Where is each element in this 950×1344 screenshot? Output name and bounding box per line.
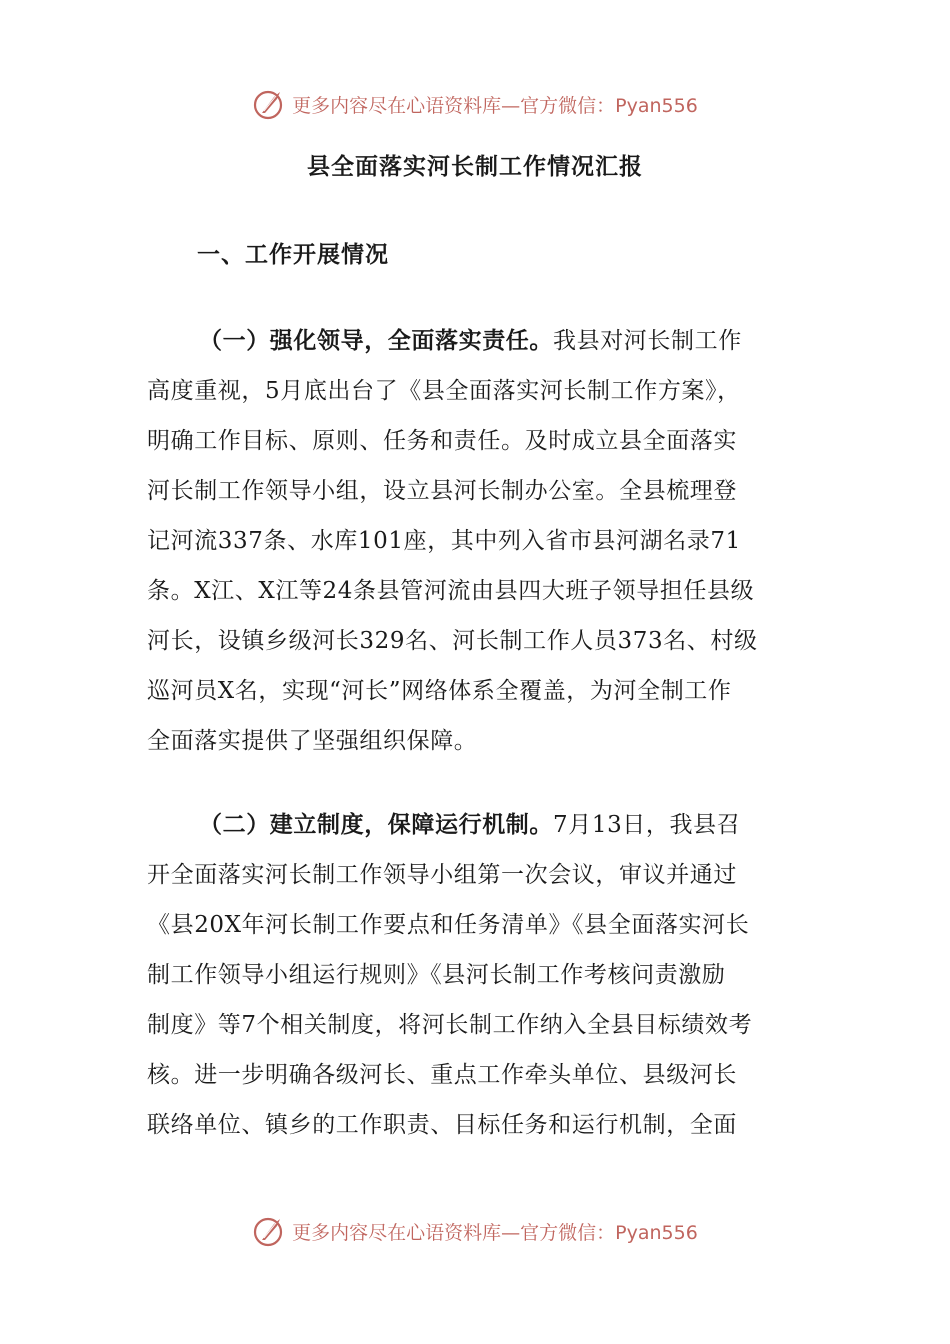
section-heading: 一、工作开展情况: [197, 241, 389, 268]
paragraph-line: 河长，设镇乡级河长329名、河长制工作人员373名、村级: [147, 628, 758, 654]
paragraph-line: 记河流337条、水库101座，其中列入省市县河湖名录71: [147, 528, 741, 554]
paragraph-line: 核。进一步明确各级河长、重点工作牵头单位、县级河长: [147, 1062, 737, 1088]
paragraph-line: 全面落实提供了坚强组织保障。: [147, 728, 478, 754]
watermark-text: 更多内容尽在心语资料库—官方微信：Pyan556: [292, 94, 698, 117]
paragraph-lead: （一）强化领导，全面落实责任。: [199, 327, 553, 354]
paragraph-line: 制工作领导小组运行规则》《县河长制工作考核问责激励: [147, 962, 726, 988]
paragraph-line: （二）建立制度，保障运行机制。7月13日，我县召: [199, 811, 741, 838]
watermark-header: [0, 84, 950, 124]
paragraph-line: 开全面落实河长制工作领导小组第一次会议，审议并通过: [147, 862, 737, 888]
paragraph-line: 明确工作目标、原则、任务和责任。及时成立县全面落实: [147, 428, 737, 454]
watermark-footer: [0, 1211, 950, 1251]
paragraph-1: [147, 316, 807, 766]
paragraph-line: 巡河员X名，实现“河长”网络体系全覆盖，为河全制工作: [147, 678, 732, 704]
quill-logo-icon: [252, 1213, 288, 1249]
quill-logo-icon: [252, 86, 288, 122]
watermark-text: 更多内容尽在心语资料库—官方微信：Pyan556: [292, 1221, 698, 1244]
paragraph-line: 高度重视，5月底出台了《县全面落实河长制工作方案》，: [147, 378, 741, 404]
paragraph-2: [147, 800, 807, 1150]
paragraph-lead: （二）建立制度，保障运行机制。: [199, 811, 553, 838]
paragraph-line: 《县20X年河长制工作要点和任务清单》《县全面落实河长: [147, 912, 750, 938]
document-title: 县全面落实河长制工作情况汇报: [307, 153, 643, 180]
paragraph-line: 联络单位、镇乡的工作职责、目标任务和运行机制，全面: [147, 1112, 737, 1138]
paragraph-line: 制度》等7个相关制度，将河长制工作纳入全县目标绩效考: [147, 1012, 753, 1038]
paragraph-line: 河长制工作领导小组，设立县河长制办公室。全县梳理登: [147, 478, 737, 504]
paragraph-line: 条。X江、X江等24条县管河流由县四大班子领导担任县级: [147, 578, 755, 604]
paragraph-line: （一）强化领导，全面落实责任。我县对河长制工作: [199, 327, 742, 354]
